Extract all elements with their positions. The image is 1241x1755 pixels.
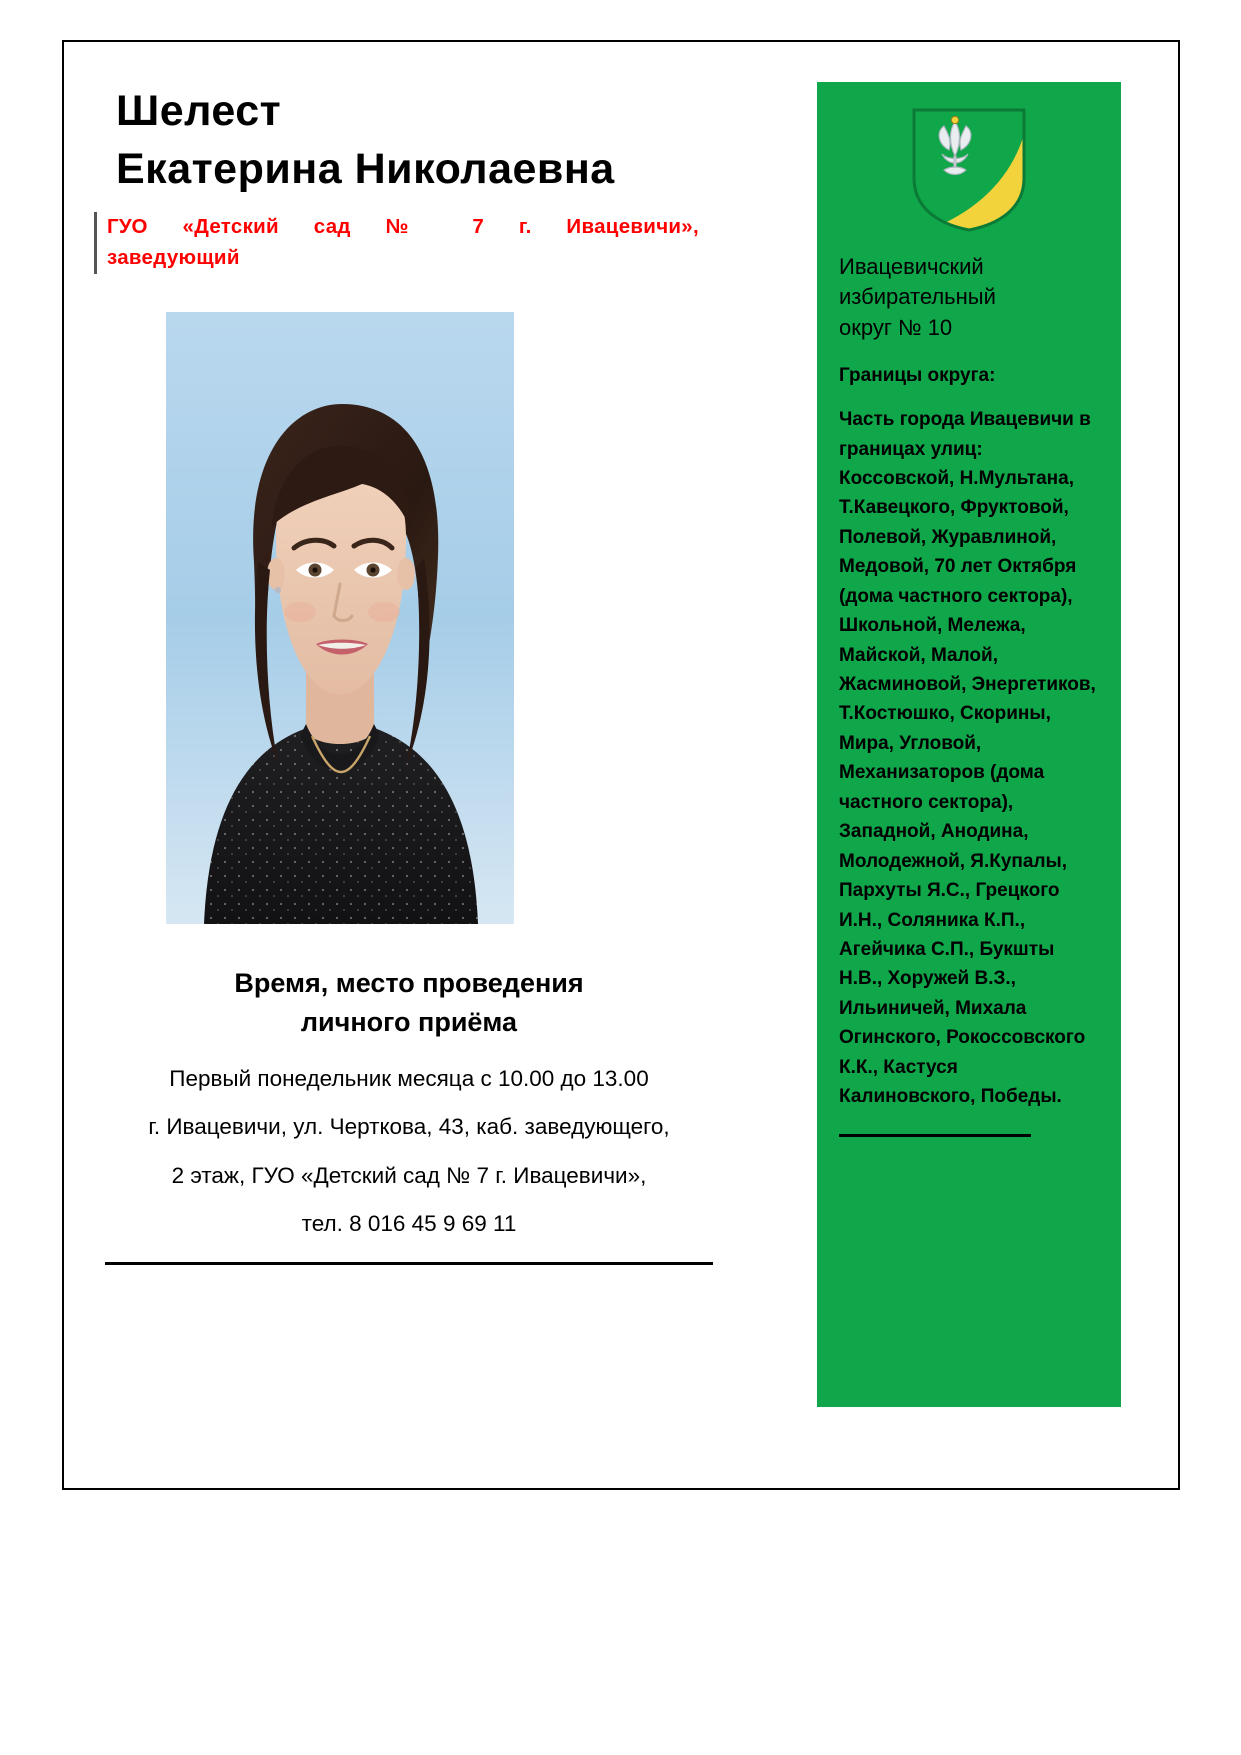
position-line-1: ГУО «Детский сад № 7 г. Ивацевичи», (107, 215, 699, 239)
position-line-2: заведующий (107, 245, 240, 269)
candidate-position (94, 212, 724, 274)
meeting-phone: тел. 8 016 45 9 69 11 (301, 1211, 517, 1237)
meeting-details (94, 1065, 724, 1237)
meeting-title-line-2: личного приёма (300, 1006, 518, 1037)
okrug-title-line-2: избирательный (839, 284, 996, 310)
okrug-title-line-3: округ № 10 (839, 314, 953, 340)
meeting-schedule: Первый понедельник месяца с 10.00 до 13.00 (169, 1065, 649, 1091)
borders-text: Часть города Ивацевичи в границах улиц: Коссовской, Н.Мультана, Т.Кавецкого, Фруктовой, Полевой, Журавлиной, Медовой, 70 лет Октября (дома частного сектора), Школьной, Мележа, Майской, Малой, Жасминовой, Энергетиков, Т.Костюшко, Скорины, Мира, Угловой, Механизаторов (дома частного сектора), Западной, Анодина, Молодежной, Я.Купалы, Пархуты Я.С., Грецкого И.Н., Соляника К.П., Агейчика С.П., Букшты Н.В., Хоружей В.З., Ильиничей, Михала Огинского, Рокоссовского К.К., Кастуся Калиновского, Победы. (839, 409, 1096, 1108)
candidate-firstname-patronymic: Екатерина Николаевна (116, 145, 615, 194)
candidate-photo (166, 312, 514, 924)
meeting-title (94, 964, 724, 1042)
meeting-address-1: г. Ивацевичи, ул. Черткова, 43, каб. заведующего, (148, 1114, 670, 1140)
okrug-title (839, 252, 1099, 343)
position-text (107, 212, 699, 274)
meeting-title-line-1: Время, место проведения (234, 967, 584, 998)
candidate-surname: Шелест (116, 87, 282, 135)
candidate-name (116, 82, 724, 198)
divider-rule (105, 1262, 713, 1265)
left-column (64, 42, 754, 1488)
document-page (62, 40, 1180, 1490)
borders-heading: Границы округа: (839, 365, 996, 387)
okrug-title-line-1: Ивацевичский (839, 254, 984, 279)
portrait-illustration (166, 312, 514, 924)
sidebar-green-panel (817, 82, 1121, 1407)
meeting-address-2: 2 этаж, ГУО «Детский сад № 7 г. Ивацевичи», (171, 1162, 647, 1188)
coat-of-arms-icon (908, 104, 1030, 234)
position-accent-bar (94, 212, 97, 274)
sidebar-divider-rule (839, 1134, 1031, 1137)
